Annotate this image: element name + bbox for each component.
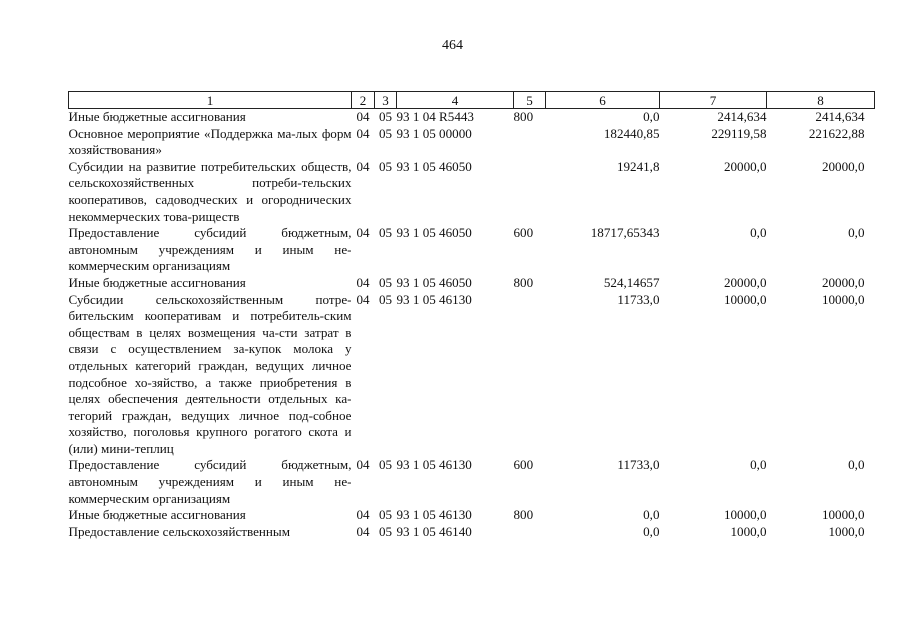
row-name-cell: Предоставление сельскохозяйственным	[68, 523, 290, 539]
row-section-cell: 04	[356, 457, 370, 473]
row-subsection-cell: 05	[378, 523, 393, 539]
row-subsection-cell: 05	[378, 274, 393, 290]
row-amount-col7-cell: 0,0	[750, 225, 767, 241]
row-amount-col7-cell: 0,0	[750, 457, 767, 473]
row-name-cell: Иные бюджетные ассигнования	[68, 274, 246, 290]
table-row	[69, 457, 875, 507]
row-amount-col7-cell: 20000,0	[723, 158, 767, 174]
row-name-cell: Субсидии на развитие потребительских обществ, сельскохозяйственных потреби-тельских кооперативов, садоводческих и огороднических некоммерческих това-риществ	[68, 158, 352, 224]
row-amount-col7-cell: 10000,0	[723, 507, 767, 523]
row-expense-type-cell	[514, 292, 546, 458]
row-section-cell: 04	[356, 507, 370, 523]
header-row	[69, 92, 875, 109]
table-row	[69, 524, 875, 541]
header-col-2: 2	[352, 92, 375, 109]
row-target-article-cell: 93 1 05 46050	[396, 225, 472, 241]
row-amount-col8-cell: 2414,634	[815, 109, 865, 124]
row-amount-col6-cell: 524,14657	[603, 274, 660, 290]
header-col-3: 3	[375, 92, 397, 109]
table-row	[69, 225, 875, 275]
header-col-1: 1	[69, 92, 352, 109]
row-section-cell: 04	[356, 274, 370, 290]
row-expense-type-cell: 800	[513, 274, 534, 290]
row-target-article-cell: 93 1 05 46130	[396, 457, 472, 473]
row-amount-col6-cell: 19241,8	[616, 158, 660, 174]
budget-table	[68, 91, 875, 540]
row-expense-type-cell: 800	[513, 507, 534, 523]
row-amount-col8-cell: 221622,88	[808, 125, 865, 141]
page-number: 464	[442, 38, 463, 53]
row-name-cell: Основное мероприятие «Поддержка ма-лых форм хозяйствования»	[68, 125, 352, 158]
row-amount-col8-cell: 0,0	[848, 225, 865, 241]
row-target-article-cell: 93 1 05 46130	[396, 507, 472, 523]
header-col-7: 7	[660, 92, 767, 109]
header-col-6: 6	[546, 92, 660, 109]
row-amount-col7-cell: 2414,634	[717, 109, 767, 124]
row-section-cell: 04	[356, 523, 370, 539]
row-expense-type-cell: 600	[513, 457, 534, 473]
row-target-article-cell: 93 1 04 R5443	[396, 109, 474, 124]
row-amount-col7-cell: 229119,58	[711, 125, 767, 141]
row-subsection-cell: 05	[378, 109, 393, 124]
row-expense-type-cell: 600	[513, 225, 534, 241]
row-name-cell: Иные бюджетные ассигнования	[68, 507, 246, 523]
header-col-4: 4	[397, 92, 514, 109]
row-amount-col6-cell: 18717,65343	[590, 225, 660, 241]
row-amount-col8-cell: 10000,0	[821, 507, 865, 523]
row-subsection-cell: 05	[378, 158, 393, 174]
row-amount-col8-cell: 10000,0	[821, 291, 865, 307]
row-section-cell: 04	[356, 291, 370, 307]
row-name-cell: Субсидии сельскохозяйственным потре-бительским кооперативам и потребитель-ским обществам в целях возмещения ча-сти затрат в связи с осуществлением за-купок молока у отдельных категорий граждан, ведущих личное подсобное хо-зяйство, а также приобретения в целях обеспечения деятельности отдельных ка-тегорий граждан, ведущих личное под-собное хозяйство, поголовья крупного рогатого скота и (или) мини-теплиц	[68, 291, 352, 456]
row-name-cell: Предоставление субсидий бюджетным, автономным учреждениям и иным не-коммерческим организациям	[68, 457, 352, 506]
row-section-cell: 04	[356, 109, 370, 124]
row-name-cell: Иные бюджетные ассигнования	[68, 109, 246, 124]
row-amount-col7-cell: 10000,0	[723, 291, 767, 307]
row-target-article-cell: 93 1 05 46050	[396, 158, 472, 174]
table-row	[69, 507, 875, 524]
table-row	[69, 109, 875, 126]
row-expense-type-cell: 800	[513, 109, 534, 124]
row-amount-col7-cell: 1000,0	[730, 523, 767, 539]
row-target-article-cell: 93 1 05 46130	[396, 291, 472, 307]
row-subsection-cell: 05	[378, 291, 393, 307]
row-amount-col6-cell: 11733,0	[617, 457, 660, 473]
row-amount-col8-cell: 1000,0	[828, 523, 865, 539]
row-target-article-cell: 93 1 05 46050	[396, 274, 472, 290]
table-header	[69, 92, 875, 109]
table-row	[69, 292, 875, 458]
row-amount-col8-cell: 20000,0	[821, 274, 865, 290]
row-expense-type-cell	[514, 126, 546, 159]
header-col-8: 8	[767, 92, 875, 109]
table-row	[69, 159, 875, 225]
row-section-cell: 04	[356, 158, 370, 174]
row-amount-col6-cell: 182440,85	[603, 125, 660, 141]
row-amount-col6-cell: 0,0	[643, 523, 660, 539]
row-amount-col6-cell: 0,0	[643, 507, 660, 523]
row-name-cell: Предоставление субсидий бюджетным, автономным учреждениям и иным не-коммерческим организациям	[68, 225, 352, 274]
row-amount-col6-cell: 0,0	[643, 109, 660, 124]
row-amount-col7-cell: 20000,0	[723, 274, 767, 290]
row-amount-col6-cell: 11733,0	[617, 291, 660, 307]
row-expense-type-cell	[514, 524, 546, 541]
table-row	[69, 126, 875, 159]
row-section-cell: 04	[356, 225, 370, 241]
row-subsection-cell: 05	[378, 457, 393, 473]
header-col-5: 5	[514, 92, 546, 109]
row-subsection-cell: 05	[378, 125, 393, 141]
row-subsection-cell: 05	[378, 507, 393, 523]
row-expense-type-cell	[514, 159, 546, 225]
row-target-article-cell: 93 1 05 00000	[396, 125, 472, 141]
row-amount-col8-cell: 20000,0	[821, 158, 865, 174]
table-row	[69, 275, 875, 292]
row-section-cell: 04	[356, 125, 370, 141]
table-body	[69, 109, 875, 541]
row-amount-col8-cell: 0,0	[848, 457, 865, 473]
row-target-article-cell: 93 1 05 46140	[396, 523, 472, 539]
row-subsection-cell: 05	[378, 225, 393, 241]
